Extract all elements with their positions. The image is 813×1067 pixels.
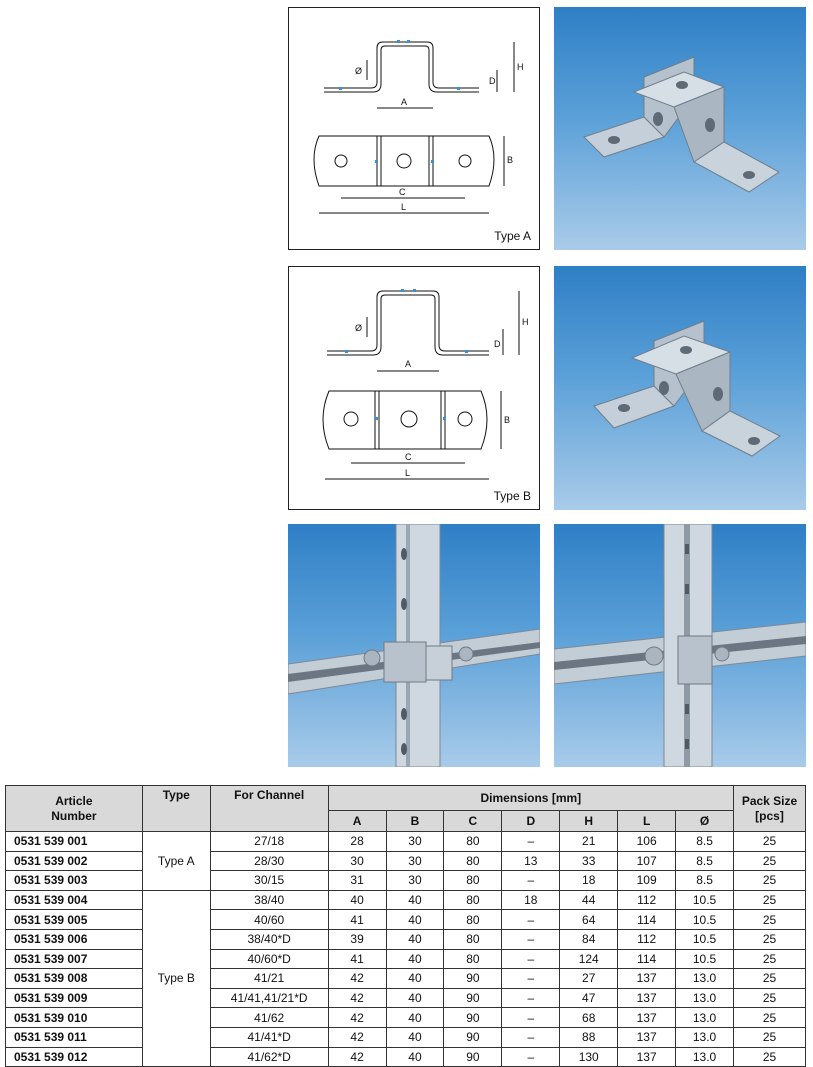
type-b-technical-drawing [289, 267, 539, 509]
dim-b-cell: 40 [386, 890, 444, 910]
type-cell: Type B [142, 890, 210, 1066]
table-row [6, 969, 806, 989]
table-row [6, 832, 806, 852]
table-row [6, 1027, 806, 1047]
dim-a-cell: 41 [328, 949, 386, 969]
article-number-cell: 0531 539 010 [6, 1008, 143, 1028]
table-row [6, 871, 806, 891]
channel-cell: 41/21 [210, 969, 328, 989]
dim-d-cell: – [502, 871, 560, 891]
dim-l-cell: 109 [618, 871, 676, 891]
dim-l-cell: 137 [618, 969, 676, 989]
pack-size-cell: 25 [734, 910, 806, 930]
installation-a-image [288, 524, 540, 767]
channel-cell: 41/41,41/21*D [210, 988, 328, 1008]
dim-l-cell: 137 [618, 988, 676, 1008]
type-a-technical-drawing [289, 8, 539, 249]
drawing-type-b [288, 266, 540, 510]
dim-d-cell: – [502, 1027, 560, 1047]
dim-h-cell: 27 [560, 969, 618, 989]
article-number-cell: 0531 539 012 [6, 1047, 143, 1067]
dim-h-cell: 64 [560, 910, 618, 930]
table-row [6, 851, 806, 871]
dim-label-dia: Ø [355, 323, 363, 333]
header-article-line1: Article [55, 793, 93, 808]
dim-c-cell: 90 [444, 1008, 502, 1028]
table-row [6, 1008, 806, 1028]
dim-label-b: B [504, 415, 511, 425]
table-row [6, 890, 806, 910]
channel-cell: 27/18 [210, 832, 328, 852]
pack-size-cell: 25 [734, 1027, 806, 1047]
dim-dia-cell: 10.5 [676, 890, 734, 910]
photo-bracket-type-b [554, 266, 806, 510]
dim-dia-cell: 13.0 [676, 969, 734, 989]
header-article-number [6, 786, 143, 832]
article-number-cell: 0531 539 009 [6, 988, 143, 1008]
dim-d-cell: – [502, 1008, 560, 1028]
dim-label-c: C [405, 452, 412, 462]
dim-b-cell: 40 [386, 1008, 444, 1028]
article-number-cell: 0531 539 011 [6, 1027, 143, 1047]
dim-h-cell: 21 [560, 832, 618, 852]
dim-h-cell: 47 [560, 988, 618, 1008]
dim-l-cell: 112 [618, 929, 676, 949]
dim-c-cell: 80 [444, 890, 502, 910]
dim-dia-cell: 8.5 [676, 851, 734, 871]
dim-l-cell: 137 [618, 1047, 676, 1067]
photo-installation-type-a [288, 524, 540, 767]
header-article-line2: Number [51, 808, 97, 823]
dim-a-cell: 42 [328, 1027, 386, 1047]
dim-label-dia: Ø [355, 66, 363, 76]
drawing-type-a [288, 7, 540, 250]
dim-label-a: A [401, 97, 408, 107]
article-number-cell: 0531 539 008 [6, 969, 143, 989]
channel-cell: 41/41*D [210, 1027, 328, 1047]
dim-c-cell: 80 [444, 851, 502, 871]
dim-label-h: H [522, 317, 529, 327]
dim-d-cell: – [502, 949, 560, 969]
table-row [6, 1047, 806, 1067]
bracket-type-a-image [554, 7, 806, 250]
pack-size-cell: 25 [734, 1008, 806, 1028]
dim-dia-cell: 13.0 [676, 988, 734, 1008]
dim-b-cell: 40 [386, 1047, 444, 1067]
header-dim-a: A [328, 811, 386, 832]
article-number-cell: 0531 539 006 [6, 929, 143, 949]
dim-h-cell: 68 [560, 1008, 618, 1028]
dim-dia-cell: 10.5 [676, 929, 734, 949]
dim-d-cell: – [502, 832, 560, 852]
pack-size-cell: 25 [734, 832, 806, 852]
channel-cell: 41/62 [210, 1008, 328, 1028]
header-dim-c: C [444, 811, 502, 832]
table-body [6, 832, 806, 1067]
dim-dia-cell: 8.5 [676, 832, 734, 852]
photo-installation-type-b [554, 524, 806, 767]
dim-b-cell: 30 [386, 832, 444, 852]
dim-b-cell: 40 [386, 949, 444, 969]
dim-dia-cell: 10.5 [676, 949, 734, 969]
type-cell: Type A [142, 832, 210, 891]
dim-a-cell: 42 [328, 1008, 386, 1028]
dim-c-cell: 80 [444, 871, 502, 891]
pack-size-cell: 25 [734, 1047, 806, 1067]
table-row [6, 929, 806, 949]
article-number-cell: 0531 539 007 [6, 949, 143, 969]
dim-l-cell: 114 [618, 949, 676, 969]
dim-b-cell: 40 [386, 988, 444, 1008]
dim-a-cell: 41 [328, 910, 386, 930]
dim-c-cell: 90 [444, 1027, 502, 1047]
dim-b-cell: 40 [386, 910, 444, 930]
photo-bracket-type-a [554, 7, 806, 250]
pack-size-cell: 25 [734, 988, 806, 1008]
dim-dia-cell: 13.0 [676, 1027, 734, 1047]
article-number-cell: 0531 539 005 [6, 910, 143, 930]
dim-dia-cell: 10.5 [676, 910, 734, 930]
dim-l-cell: 112 [618, 890, 676, 910]
pack-size-cell: 25 [734, 969, 806, 989]
type-a-label: Type A [494, 229, 531, 243]
dim-c-cell: 80 [444, 910, 502, 930]
table-row [6, 910, 806, 930]
dim-a-cell: 39 [328, 929, 386, 949]
dim-d-cell: – [502, 910, 560, 930]
header-dim-b: B [386, 811, 444, 832]
dim-dia-cell: 13.0 [676, 1047, 734, 1067]
dim-a-cell: 31 [328, 871, 386, 891]
header-dim-h: H [560, 811, 618, 832]
pack-size-cell: 25 [734, 949, 806, 969]
header-dimensions: Dimensions [mm] [328, 786, 733, 811]
dim-label-l: L [401, 202, 407, 212]
header-type: Type [142, 786, 210, 832]
type-b-label: Type B [493, 489, 531, 503]
dim-l-cell: 137 [618, 1027, 676, 1047]
dim-b-cell: 40 [386, 969, 444, 989]
dim-d-cell: 13 [502, 851, 560, 871]
dim-b-cell: 30 [386, 871, 444, 891]
dim-c-cell: 80 [444, 949, 502, 969]
header-dim-d: D [502, 811, 560, 832]
specification-table [5, 785, 806, 1067]
dim-c-cell: 90 [444, 969, 502, 989]
table-header-row [6, 786, 806, 811]
dim-c-cell: 80 [444, 929, 502, 949]
channel-cell: 38/40*D [210, 929, 328, 949]
channel-cell: 40/60*D [210, 949, 328, 969]
dim-label-a: A [405, 359, 412, 369]
dim-a-cell: 42 [328, 969, 386, 989]
table-row [6, 949, 806, 969]
dim-b-cell: 40 [386, 929, 444, 949]
pack-size-cell: 25 [734, 929, 806, 949]
dim-a-cell: 42 [328, 1047, 386, 1067]
pack-size-cell: 25 [734, 851, 806, 871]
header-dim-l: L [618, 811, 676, 832]
dim-d-cell: – [502, 1047, 560, 1067]
pack-size-cell: 25 [734, 890, 806, 910]
dim-d-cell: – [502, 929, 560, 949]
dim-a-cell: 40 [328, 890, 386, 910]
dim-h-cell: 88 [560, 1027, 618, 1047]
dim-h-cell: 124 [560, 949, 618, 969]
dim-c-cell: 80 [444, 832, 502, 852]
pack-size-cell: 25 [734, 871, 806, 891]
bracket-type-b-image [554, 266, 806, 510]
article-number-cell: 0531 539 002 [6, 851, 143, 871]
header-pack-line1: Pack Size [741, 793, 798, 808]
header-dim-dia: Ø [676, 811, 734, 832]
dim-label-h: H [517, 62, 524, 72]
article-number-cell: 0531 539 004 [6, 890, 143, 910]
dim-l-cell: 137 [618, 1008, 676, 1028]
dim-c-cell: 90 [444, 1047, 502, 1067]
dim-d-cell: – [502, 969, 560, 989]
dim-b-cell: 30 [386, 851, 444, 871]
table-row [6, 988, 806, 1008]
dim-label-b: B [507, 155, 514, 165]
header-pack-size [734, 786, 806, 832]
channel-cell: 40/60 [210, 910, 328, 930]
dim-a-cell: 42 [328, 988, 386, 1008]
header-for-channel: For Channel [210, 786, 328, 832]
dim-label-c: C [399, 187, 406, 197]
dim-dia-cell: 8.5 [676, 871, 734, 891]
dim-h-cell: 130 [560, 1047, 618, 1067]
dim-b-cell: 40 [386, 1027, 444, 1047]
dim-h-cell: 84 [560, 929, 618, 949]
article-number-cell: 0531 539 001 [6, 832, 143, 852]
dim-d-cell: 18 [502, 890, 560, 910]
dim-l-cell: 107 [618, 851, 676, 871]
dim-l-cell: 114 [618, 910, 676, 930]
dim-a-cell: 30 [328, 851, 386, 871]
dim-label-d: D [494, 339, 501, 349]
channel-cell: 38/40 [210, 890, 328, 910]
header-pack-line2: [pcs] [755, 808, 784, 823]
dim-l-cell: 106 [618, 832, 676, 852]
installation-b-image [554, 524, 806, 767]
dim-h-cell: 44 [560, 890, 618, 910]
dim-h-cell: 33 [560, 851, 618, 871]
channel-cell: 41/62*D [210, 1047, 328, 1067]
channel-cell: 28/30 [210, 851, 328, 871]
dim-label-l: L [405, 468, 411, 478]
dim-d-cell: – [502, 988, 560, 1008]
dim-label-d: D [489, 76, 496, 86]
article-number-cell: 0531 539 003 [6, 871, 143, 891]
dim-c-cell: 90 [444, 988, 502, 1008]
dim-dia-cell: 13.0 [676, 1008, 734, 1028]
channel-cell: 30/15 [210, 871, 328, 891]
dim-h-cell: 18 [560, 871, 618, 891]
dim-a-cell: 28 [328, 832, 386, 852]
